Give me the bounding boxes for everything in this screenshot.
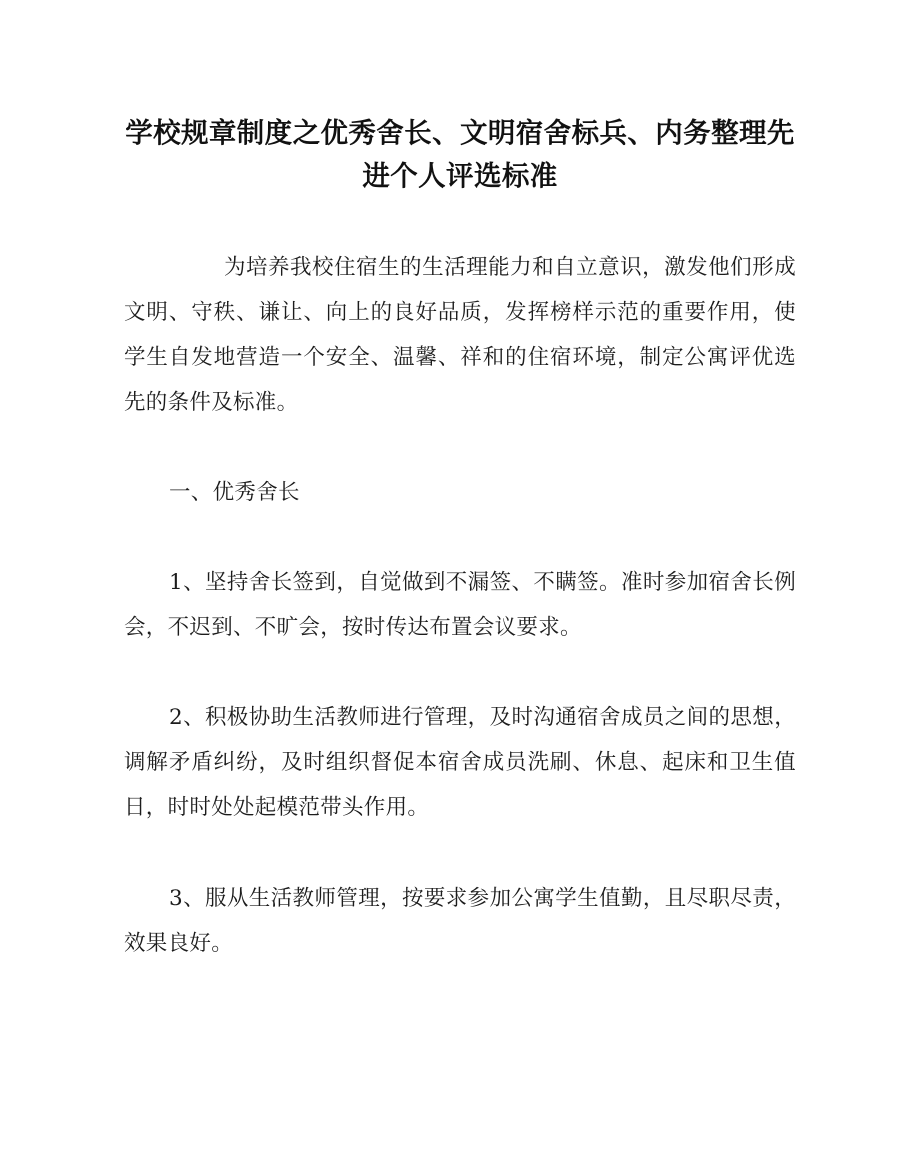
lead-paragraph: 为培养我校住宿生的生活理能力和自立意识，激发他们形成文明、守秩、谦让、向上的良好品质，发挥榜样示范的重要作用，使学生自发地营造一个安全、温馨、祥和的住宿环境，制定公寓评优选先的条件及标准。 — [124, 255, 796, 415]
section-1-item-1: 1、坚持舍长签到，自觉做到不漏签、不瞒签。准时参加宿舍长例会，不迟到、不旷会，按时传达布置会议要求。 — [124, 570, 796, 640]
section-1-item-2: 2、积极协助生活教师进行管理，及时沟通宿舍成员之间的思想，调解矛盾纠纷，及时组织督促本宿舍成员洗刷、休息、起床和卫生值日，时时处处起模范带头作用。 — [124, 705, 796, 820]
page-title-line-2: 进个人评选标准 — [362, 160, 558, 192]
page-title-line-1: 学校规章制度之优秀舍长、文明宿舍标兵、内务整理先 — [125, 117, 795, 149]
section-heading-1: 一、优秀舍长 — [169, 480, 300, 505]
page-title — [124, 0, 796, 198]
document-content — [124, 0, 796, 966]
section-1-item-3: 3、服从生活教师管理，按要求参加公寓学生值勤，且尽职尽责，效果良好。 — [124, 886, 796, 956]
